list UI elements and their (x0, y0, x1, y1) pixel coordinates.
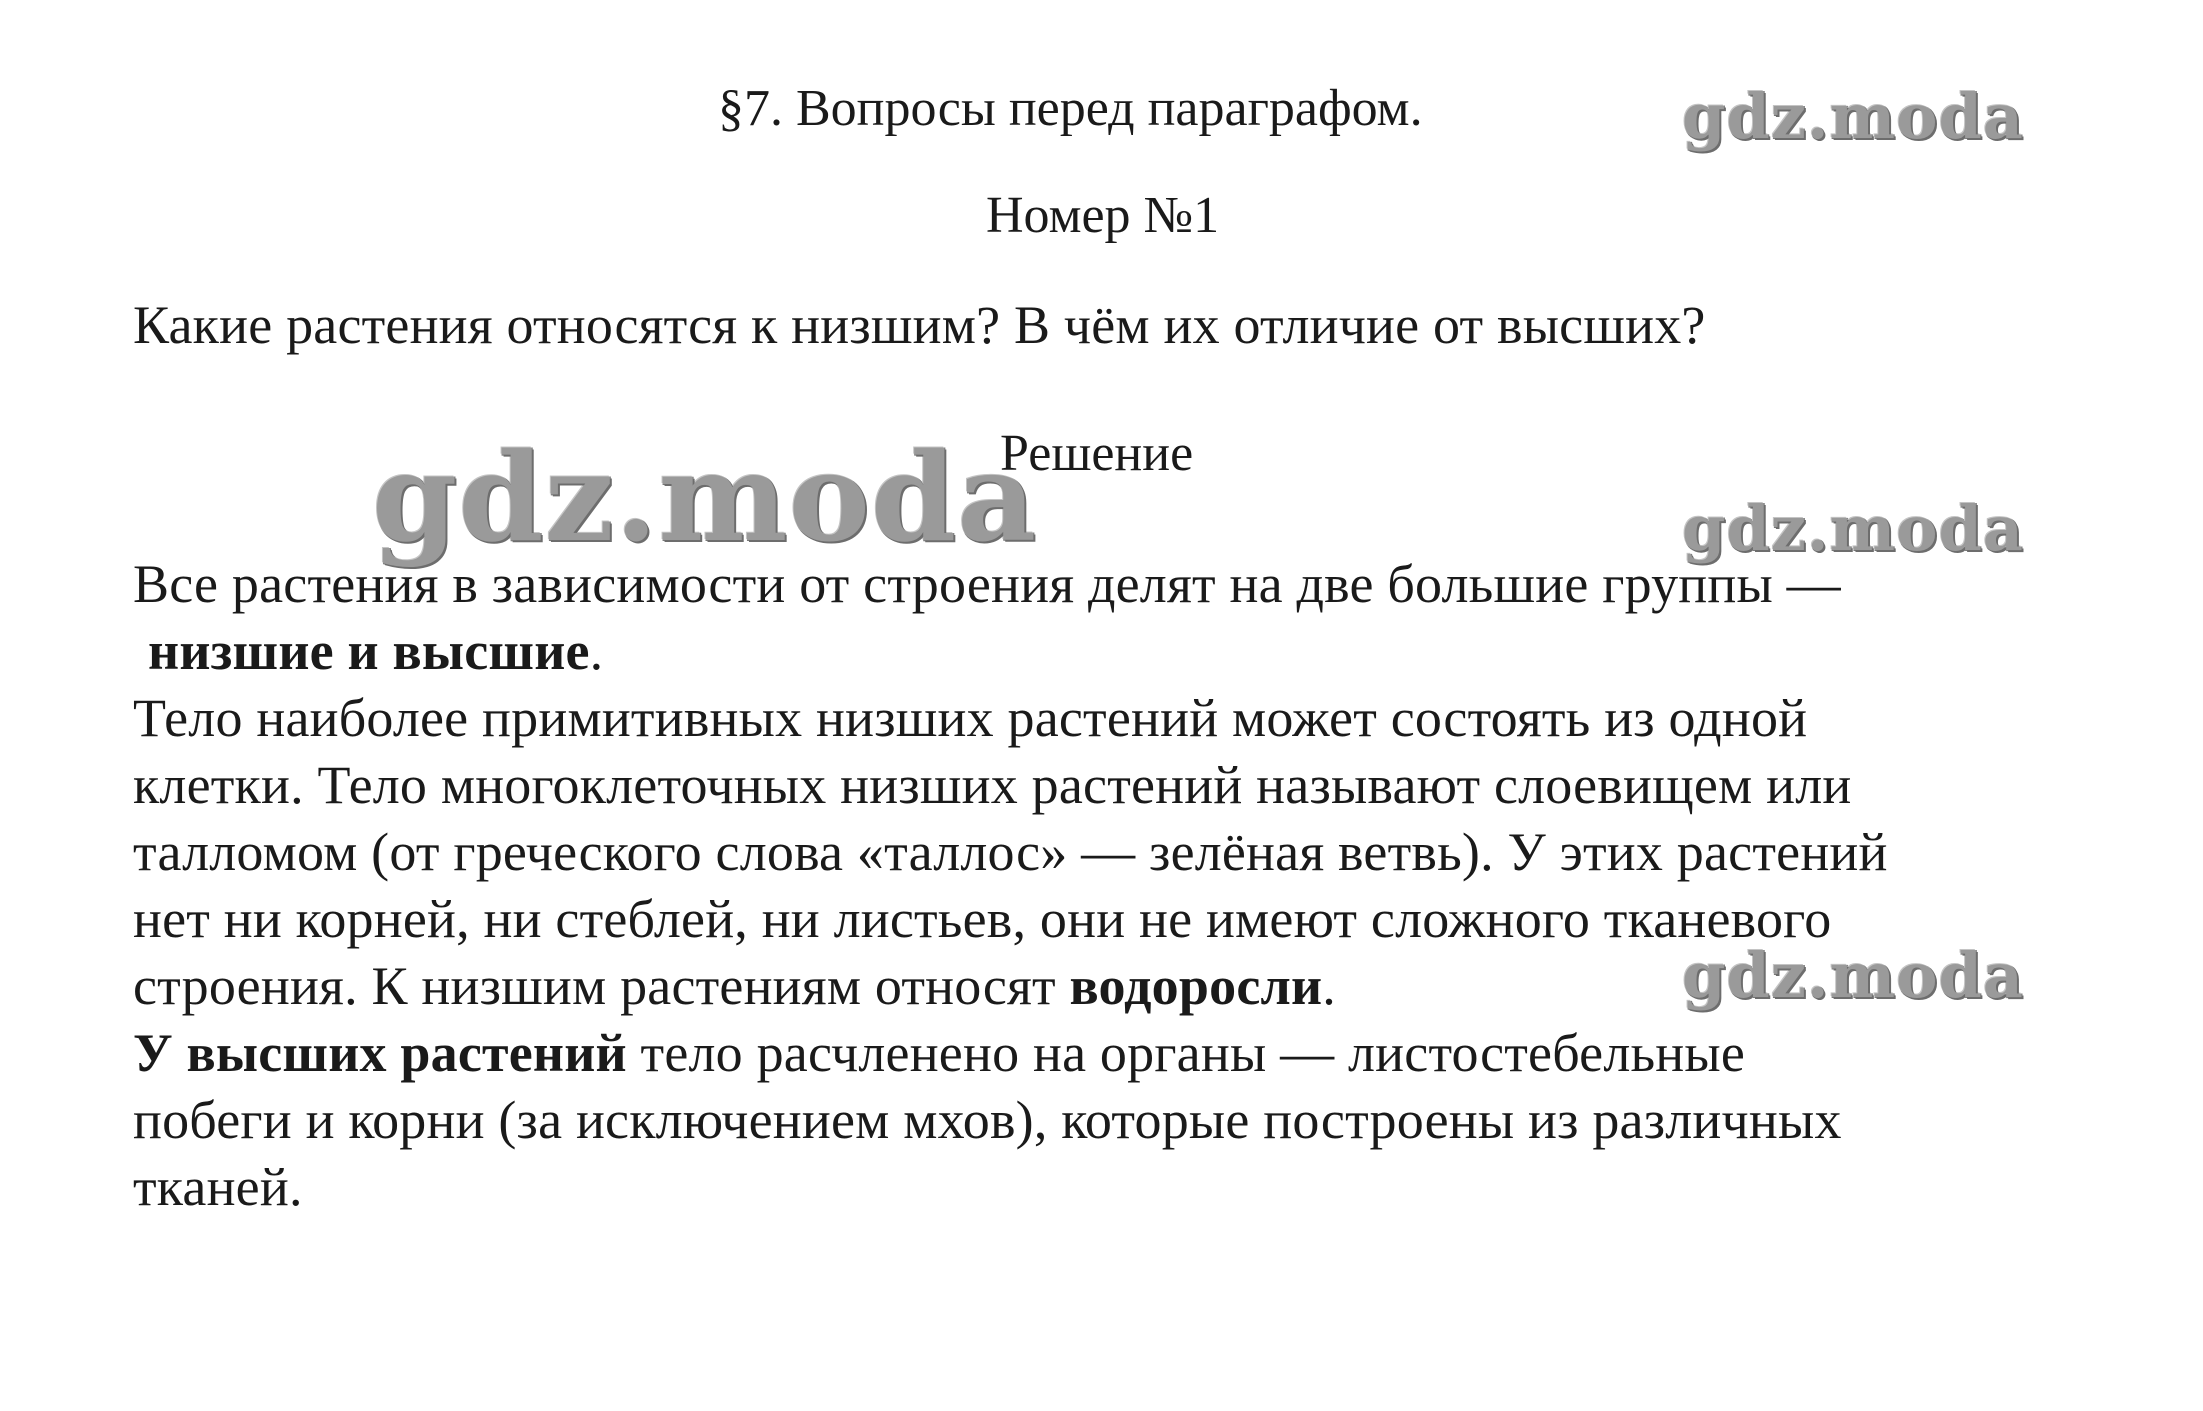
watermark-middle-right: gdz.moda (1682, 492, 2024, 565)
body-line-5: талломом (от греческого слова «таллос» — зелёная ветвь). У этих растений (133, 822, 1888, 882)
body-line-6: нет ни корней, ни стеблей, ни листьев, они не имеют сложного тканевого (133, 889, 1832, 949)
paragraph-title: §7. Вопросы перед параграфом. (718, 80, 1423, 137)
watermark-large: gdz.moda (372, 425, 1038, 569)
solution-label: Решение (1000, 425, 1194, 482)
body-line-10: тканей. (133, 1157, 303, 1217)
number-title: Номер №1 (986, 187, 1220, 244)
body-line-3: Тело наиболее примитивных низших растений может состоять из одной (133, 688, 1808, 748)
body-line-2 (148, 618, 603, 684)
watermark-top-right: gdz.moda (1682, 80, 2024, 153)
body-line-1: Все растения в зависимости от строения делят на две большие группы — (133, 554, 1841, 614)
bold-lower-higher: низшие и высшие (148, 621, 590, 681)
body-line-8 (133, 1020, 1745, 1086)
bold-algae: водоросли (1069, 956, 1323, 1016)
body-line-7-start: строения. К низшим растениям относят (133, 956, 1070, 1016)
body-line-2-end: . (589, 621, 604, 681)
body-line-4: клетки. Тело многоклеточных низших растений называют слоевищем или (133, 755, 1852, 815)
body-line-9: побеги и корни (за исключением мхов), которые построены из различных (133, 1090, 1842, 1150)
body-line-8-end: тело расчленено на органы — листостебельные (626, 1023, 1746, 1083)
body-line-7-end: . (1322, 956, 1336, 1016)
body-line-7 (133, 953, 1336, 1019)
bold-higher-plants: У высших растений (133, 1023, 627, 1083)
question-text: Какие растения относятся к низшим? В чём их отличие от высших? (133, 295, 1706, 355)
watermark-lower-right: gdz.moda (1682, 939, 2024, 1012)
